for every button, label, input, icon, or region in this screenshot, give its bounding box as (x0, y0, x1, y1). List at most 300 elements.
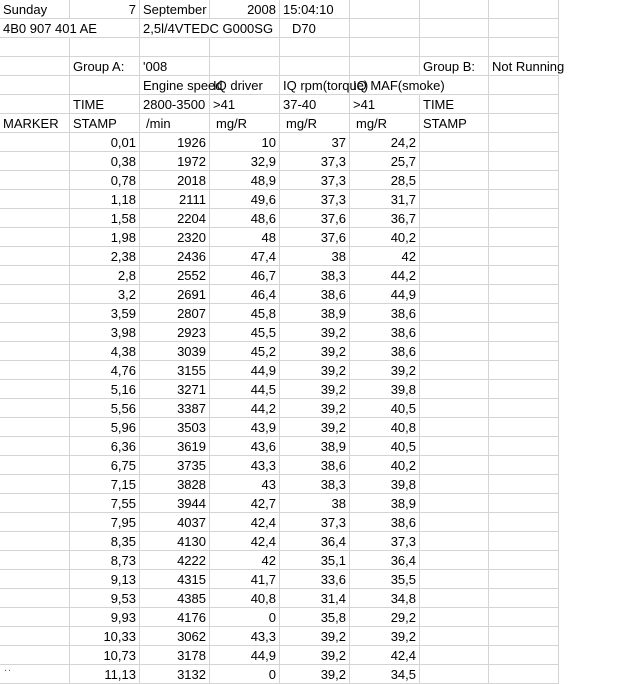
cell-timestamp[interactable]: 0,01 (70, 133, 140, 152)
cell-marker[interactable] (0, 551, 70, 570)
cell-iq-driver[interactable]: 42,7 (210, 494, 280, 513)
cell-empty[interactable] (420, 133, 489, 152)
cell-empty[interactable] (489, 570, 559, 589)
cell-empty[interactable] (70, 38, 140, 57)
cell-iq-rpm[interactable]: 37,3 (280, 513, 350, 532)
cell-engine-speed[interactable]: 2111 (140, 190, 210, 209)
cell-marker[interactable] (0, 418, 70, 437)
table-row (0, 304, 559, 323)
cell-iq-driver[interactable]: 43,9 (210, 418, 280, 437)
cell-marker[interactable] (0, 627, 70, 646)
cell-empty[interactable] (420, 646, 489, 665)
cell-iq-driver[interactable]: 43 (210, 475, 280, 494)
cell-iq-maf[interactable]: 34,5 (350, 665, 420, 684)
cell-empty[interactable] (489, 361, 559, 380)
cell-group-b-value[interactable]: Not Running (489, 57, 559, 76)
cell-empty[interactable] (489, 228, 559, 247)
cell-timestamp[interactable]: 10,33 (70, 627, 140, 646)
cell-iq-driver[interactable]: 10 (210, 133, 280, 152)
table-row (0, 380, 559, 399)
cell-empty[interactable] (350, 57, 420, 76)
cell-timestamp[interactable]: 9,93 (70, 608, 140, 627)
cell-iq-driver[interactable]: 44,9 (210, 646, 280, 665)
cell-empty[interactable] (0, 57, 70, 76)
cell-marker[interactable] (0, 152, 70, 171)
cell-empty[interactable] (489, 190, 559, 209)
cell-empty[interactable] (489, 114, 559, 133)
cell-iq-rpm[interactable]: 39,2 (280, 665, 350, 684)
cell-iq-driver[interactable]: 44,9 (210, 361, 280, 380)
cell-timestamp[interactable]: 5,56 (70, 399, 140, 418)
cell-empty[interactable] (420, 456, 489, 475)
cell-iq-driver[interactable]: 0 (210, 608, 280, 627)
cell-timestamp[interactable]: 9,13 (70, 570, 140, 589)
cell-iq-rpm[interactable]: 38,3 (280, 475, 350, 494)
cell-engine-speed[interactable]: 3039 (140, 342, 210, 361)
cell-iq-rpm[interactable]: 38,3 (280, 266, 350, 285)
cell-iq-maf[interactable]: 40,8 (350, 418, 420, 437)
cell-iq-driver[interactable]: 48,9 (210, 171, 280, 190)
cell-iq-maf[interactable]: 42,4 (350, 646, 420, 665)
cell-marker[interactable] (0, 228, 70, 247)
cell-marker[interactable] (0, 285, 70, 304)
cell-marker[interactable] (0, 247, 70, 266)
cell-marker[interactable] (0, 399, 70, 418)
cell-marker[interactable] (0, 456, 70, 475)
cell-iq-maf[interactable]: 44,9 (350, 285, 420, 304)
cell-iq-maf[interactable]: 40,2 (350, 228, 420, 247)
cell-empty[interactable] (420, 323, 489, 342)
cell-timestamp[interactable]: 1,58 (70, 209, 140, 228)
cell-iq-driver[interactable]: 43,3 (210, 456, 280, 475)
spec-row (0, 95, 559, 114)
table-row (0, 513, 559, 532)
cell-year[interactable]: 2008 (210, 0, 280, 19)
cell-empty[interactable] (489, 133, 559, 152)
cell-iq-maf[interactable]: 34,8 (350, 589, 420, 608)
cell-iq-rpm[interactable]: 38,9 (280, 304, 350, 323)
cell-marker[interactable] (0, 323, 70, 342)
cell-iq-maf[interactable]: 29,2 (350, 608, 420, 627)
cell-marker[interactable] (0, 304, 70, 323)
cell-empty[interactable] (420, 475, 489, 494)
cell-marker-label[interactable]: MARKER (0, 114, 70, 133)
cell-timestamp[interactable]: 11,13 (70, 665, 140, 684)
cell-iq-driver[interactable]: 44,2 (210, 399, 280, 418)
cell-engine-speed-spec[interactable]: 2800-3500 (140, 95, 210, 114)
cell-empty[interactable] (420, 0, 489, 19)
cell-iq-rpm-name[interactable]: IQ rpm(torque) (280, 76, 350, 95)
cell-empty[interactable] (489, 152, 559, 171)
cell-empty[interactable] (420, 627, 489, 646)
cell-marker[interactable] (0, 342, 70, 361)
cell-time[interactable]: 15:04:10 (280, 0, 350, 19)
cell-iq-maf[interactable]: 28,5 (350, 171, 420, 190)
cell-timestamp[interactable]: 7,55 (70, 494, 140, 513)
cell-iq-maf[interactable]: 39,8 (350, 475, 420, 494)
cell-iq-driver[interactable]: 45,8 (210, 304, 280, 323)
cell-empty[interactable] (420, 342, 489, 361)
cell-iq-rpm[interactable]: 38,6 (280, 456, 350, 475)
cell-marker[interactable] (0, 608, 70, 627)
cell-empty[interactable] (489, 456, 559, 475)
cell-empty[interactable] (0, 76, 70, 95)
cell-empty[interactable] (489, 589, 559, 608)
cell-engine-speed[interactable]: 3178 (140, 646, 210, 665)
cell-empty[interactable] (420, 152, 489, 171)
cell-stamp-b-label[interactable]: STAMP (420, 114, 489, 133)
cell-iq-rpm[interactable]: 38 (280, 247, 350, 266)
cell-timestamp[interactable]: 2,8 (70, 266, 140, 285)
cell-iq-maf[interactable]: 25,7 (350, 152, 420, 171)
cell-empty[interactable] (420, 570, 489, 589)
cell-empty[interactable] (489, 171, 559, 190)
cell-empty[interactable] (489, 76, 559, 95)
cell-iq-maf[interactable]: 31,7 (350, 190, 420, 209)
cell-empty[interactable] (420, 171, 489, 190)
cell-empty[interactable] (489, 532, 559, 551)
cell-empty[interactable] (489, 247, 559, 266)
table-row (0, 589, 559, 608)
cell-empty[interactable] (420, 513, 489, 532)
cell-engine-speed[interactable]: 3155 (140, 361, 210, 380)
cell-iq-rpm[interactable]: 39,2 (280, 380, 350, 399)
cell-date-day[interactable]: 7 (70, 0, 140, 19)
cell-iq-driver-spec[interactable]: >41 (210, 95, 280, 114)
cell-iq-maf[interactable]: 36,7 (350, 209, 420, 228)
cell-timestamp[interactable]: 3,2 (70, 285, 140, 304)
cell-empty[interactable] (489, 323, 559, 342)
cell-timestamp[interactable]: 6,36 (70, 437, 140, 456)
cell-engine-speed[interactable]: 3387 (140, 399, 210, 418)
cell-empty[interactable] (489, 551, 559, 570)
cell-marker[interactable] (0, 133, 70, 152)
cell-timestamp[interactable]: 8,73 (70, 551, 140, 570)
cell-empty[interactable] (350, 38, 420, 57)
table-row (0, 228, 559, 247)
cell-engine-speed[interactable]: 3132 (140, 665, 210, 684)
cell-iq-driver-name[interactable]: IQ driver (210, 76, 280, 95)
table-row (0, 646, 559, 665)
cell-empty[interactable] (210, 38, 280, 57)
cell-marker[interactable] (0, 171, 70, 190)
cell-engine-speed[interactable]: 1926 (140, 133, 210, 152)
cell-iq-maf[interactable]: 40,5 (350, 399, 420, 418)
cell-iq-rpm[interactable]: 36,4 (280, 532, 350, 551)
cell-iq-rpm[interactable]: 39,2 (280, 342, 350, 361)
cell-iq-maf[interactable]: 40,2 (350, 456, 420, 475)
cell-timestamp[interactable]: 3,59 (70, 304, 140, 323)
cell-iq-driver-unit[interactable]: mg/R (210, 114, 280, 133)
cell-engine-speed[interactable]: 3735 (140, 456, 210, 475)
cell-iq-rpm[interactable]: 37,3 (280, 171, 350, 190)
cell-empty[interactable] (420, 247, 489, 266)
cell-iq-driver[interactable]: 41,7 (210, 570, 280, 589)
cell-empty[interactable] (420, 285, 489, 304)
cell-engine-speed[interactable]: 2691 (140, 285, 210, 304)
cell-engine-speed-unit[interactable]: /min (140, 114, 210, 133)
cell-timestamp[interactable]: 9,53 (70, 589, 140, 608)
cell-time-b-label[interactable]: TIME (420, 95, 489, 114)
group-row (0, 57, 565, 76)
cell-iq-maf[interactable]: 38,6 (350, 513, 420, 532)
cell-empty[interactable] (489, 342, 559, 361)
cell-empty[interactable] (420, 38, 489, 57)
cell-timestamp[interactable]: 10,73 (70, 646, 140, 665)
cell-empty[interactable] (420, 532, 489, 551)
cell-empty[interactable] (420, 380, 489, 399)
cell-marker[interactable] (0, 380, 70, 399)
cell-marker[interactable] (0, 209, 70, 228)
cell-empty[interactable] (420, 190, 489, 209)
cell-empty[interactable] (420, 418, 489, 437)
cell-iq-driver[interactable]: 43,6 (210, 437, 280, 456)
table-row (0, 665, 559, 684)
cell-empty[interactable] (70, 76, 140, 95)
cell-timestamp[interactable]: 4,38 (70, 342, 140, 361)
cell-empty[interactable] (280, 38, 350, 57)
cell-empty[interactable] (489, 38, 559, 57)
cell-timestamp[interactable]: 6,75 (70, 456, 140, 475)
cell-empty[interactable] (489, 513, 559, 532)
cell-iq-rpm[interactable]: 39,2 (280, 418, 350, 437)
cell-iq-driver[interactable]: 44,5 (210, 380, 280, 399)
cell-iq-maf[interactable]: 24,2 (350, 133, 420, 152)
cell-marker[interactable] (0, 532, 70, 551)
cell-engine[interactable]: 2,5l/4VTEDC G000SG (140, 19, 210, 38)
cell-time-label[interactable]: TIME (70, 95, 140, 114)
cell-part-number[interactable]: 4B0 907 401 AE (0, 19, 70, 38)
cell-iq-rpm[interactable]: 37,6 (280, 228, 350, 247)
cell-iq-rpm[interactable]: 38,9 (280, 437, 350, 456)
cell-engine-speed[interactable]: 4037 (140, 513, 210, 532)
cell-iq-rpm-spec[interactable]: 37-40 (280, 95, 350, 114)
cell-empty[interactable] (420, 266, 489, 285)
cell-iq-maf[interactable]: 39,8 (350, 380, 420, 399)
cell-engine-speed[interactable]: 1972 (140, 152, 210, 171)
cell-iq-rpm-unit[interactable]: mg/R (280, 114, 350, 133)
cell-iq-driver[interactable]: 40,8 (210, 589, 280, 608)
cell-iq-maf[interactable]: 40,5 (350, 437, 420, 456)
cell-empty[interactable] (489, 608, 559, 627)
table-row (0, 551, 559, 570)
cell-empty[interactable] (489, 475, 559, 494)
cell-marker[interactable] (0, 266, 70, 285)
sheet-end-mark: .. (4, 662, 13, 674)
cell-engine-speed[interactable]: 4176 (140, 608, 210, 627)
channel-name-row (0, 76, 559, 95)
cell-iq-maf[interactable]: 36,4 (350, 551, 420, 570)
table-row (0, 532, 559, 551)
cell-iq-maf[interactable]: 38,6 (350, 323, 420, 342)
cell-empty[interactable] (489, 209, 559, 228)
cell-iq-maf-name[interactable]: IQ MAF(smoke) (350, 76, 420, 95)
cell-iq-rpm[interactable]: 39,2 (280, 627, 350, 646)
cell-engine-speed[interactable]: 2204 (140, 209, 210, 228)
cell-iq-maf[interactable]: 38,6 (350, 342, 420, 361)
cell-iq-maf-unit[interactable]: mg/R (350, 114, 420, 133)
cell-empty[interactable] (0, 95, 70, 114)
cell-timestamp[interactable]: 7,15 (70, 475, 140, 494)
cell-group-b-label[interactable]: Group B: (420, 57, 489, 76)
cell-timestamp[interactable]: 5,96 (70, 418, 140, 437)
cell-iq-maf[interactable]: 35,5 (350, 570, 420, 589)
cell-iq-driver[interactable]: 32,9 (210, 152, 280, 171)
cell-empty[interactable] (350, 19, 420, 38)
cell-empty[interactable] (489, 399, 559, 418)
cell-timestamp[interactable]: 4,76 (70, 361, 140, 380)
cell-iq-rpm[interactable]: 39,2 (280, 646, 350, 665)
cell-empty[interactable] (210, 57, 280, 76)
cell-engine-speed[interactable]: 2552 (140, 266, 210, 285)
cell-iq-driver[interactable]: 48,6 (210, 209, 280, 228)
cell-empty[interactable] (420, 399, 489, 418)
cell-marker[interactable] (0, 437, 70, 456)
cell-iq-driver[interactable]: 45,2 (210, 342, 280, 361)
table-row (0, 418, 559, 437)
cell-empty[interactable] (489, 646, 559, 665)
cell-empty[interactable] (420, 361, 489, 380)
cell-stamp-label[interactable]: STAMP (70, 114, 140, 133)
cell-iq-rpm[interactable]: 31,4 (280, 589, 350, 608)
cell-engine-speed[interactable]: 4385 (140, 589, 210, 608)
cell-engine-speed[interactable]: 3944 (140, 494, 210, 513)
cell-engine-speed[interactable]: 2018 (140, 171, 210, 190)
cell-empty[interactable] (420, 437, 489, 456)
cell-empty[interactable] (489, 19, 559, 38)
cell-iq-driver[interactable]: 0 (210, 665, 280, 684)
cell-timestamp[interactable]: 3,98 (70, 323, 140, 342)
cell-marker[interactable] (0, 475, 70, 494)
cell-timestamp[interactable]: 1,18 (70, 190, 140, 209)
cell-empty[interactable] (140, 38, 210, 57)
cell-iq-maf[interactable]: 38,6 (350, 304, 420, 323)
cell-timestamp[interactable]: 5,16 (70, 380, 140, 399)
cell-engine-speed[interactable]: 2923 (140, 323, 210, 342)
cell-empty[interactable] (489, 380, 559, 399)
cell-empty[interactable] (420, 228, 489, 247)
cell-engine-speed[interactable]: 4315 (140, 570, 210, 589)
cell-engine-speed[interactable]: 3828 (140, 475, 210, 494)
cell-group-a-value[interactable]: '008 (140, 57, 210, 76)
header-row-date (0, 0, 559, 19)
cell-timestamp[interactable]: 7,95 (70, 513, 140, 532)
cell-iq-maf[interactable]: 42 (350, 247, 420, 266)
cell-marker[interactable] (0, 589, 70, 608)
cell-iq-driver[interactable]: 43,3 (210, 627, 280, 646)
cell-iq-maf-spec[interactable]: >41 (350, 95, 420, 114)
cell-empty[interactable] (489, 95, 559, 114)
cell-empty[interactable] (489, 418, 559, 437)
cell-marker[interactable] (0, 570, 70, 589)
cell-iq-driver[interactable]: 45,5 (210, 323, 280, 342)
cell-engine-speed[interactable]: 4222 (140, 551, 210, 570)
cell-iq-rpm[interactable]: 38 (280, 494, 350, 513)
cell-empty[interactable] (489, 285, 559, 304)
cell-marker[interactable] (0, 494, 70, 513)
cell-empty[interactable] (420, 665, 489, 684)
cell-iq-maf[interactable]: 38,9 (350, 494, 420, 513)
cell-empty[interactable] (350, 0, 420, 19)
cell-iq-driver[interactable]: 46,7 (210, 266, 280, 285)
cell-iq-rpm[interactable]: 38,6 (280, 285, 350, 304)
cell-iq-driver[interactable]: 42,4 (210, 513, 280, 532)
cell-iq-rpm[interactable]: 37 (280, 133, 350, 152)
cell-day[interactable]: Sunday (0, 0, 70, 19)
table-row (0, 608, 559, 627)
cell-timestamp[interactable]: 0,78 (70, 171, 140, 190)
cell-timestamp[interactable]: 1,98 (70, 228, 140, 247)
cell-iq-maf[interactable]: 39,2 (350, 627, 420, 646)
cell-empty[interactable] (489, 494, 559, 513)
cell-empty[interactable] (420, 209, 489, 228)
cell-empty[interactable] (489, 0, 559, 19)
cell-empty[interactable] (420, 608, 489, 627)
cell-group-a-label[interactable]: Group A: (70, 57, 140, 76)
cell-empty[interactable] (489, 665, 559, 684)
cell-iq-rpm[interactable]: 39,2 (280, 323, 350, 342)
cell-iq-rpm[interactable]: 35,8 (280, 608, 350, 627)
cell-engine-speed[interactable]: 3062 (140, 627, 210, 646)
cell-iq-rpm[interactable]: 33,6 (280, 570, 350, 589)
cell-engine-speed[interactable]: 2436 (140, 247, 210, 266)
cell-iq-rpm[interactable]: 37,3 (280, 152, 350, 171)
cell-timestamp[interactable]: 8,35 (70, 532, 140, 551)
cell-timestamp[interactable]: 2,38 (70, 247, 140, 266)
cell-empty[interactable] (489, 304, 559, 323)
cell-month[interactable]: September (140, 0, 210, 19)
cell-iq-driver[interactable]: 48 (210, 228, 280, 247)
cell-iq-driver[interactable]: 46,4 (210, 285, 280, 304)
cell-iq-rpm[interactable]: 39,2 (280, 361, 350, 380)
cell-engine-speed[interactable]: 2320 (140, 228, 210, 247)
cell-iq-rpm[interactable]: 37,6 (280, 209, 350, 228)
cell-marker[interactable] (0, 361, 70, 380)
cell-engine-speed[interactable]: 3619 (140, 437, 210, 456)
cell-iq-maf[interactable]: 39,2 (350, 361, 420, 380)
cell-code[interactable]: D70 (280, 19, 350, 38)
cell-iq-rpm[interactable]: 37,3 (280, 190, 350, 209)
cell-empty[interactable] (489, 437, 559, 456)
table-row (0, 627, 559, 646)
cell-marker[interactable] (0, 190, 70, 209)
cell-iq-driver[interactable]: 42,4 (210, 532, 280, 551)
cell-iq-driver[interactable]: 49,6 (210, 190, 280, 209)
cell-marker[interactable] (0, 513, 70, 532)
cell-engine-speed[interactable]: 2807 (140, 304, 210, 323)
cell-iq-rpm[interactable]: 35,1 (280, 551, 350, 570)
cell-iq-rpm[interactable]: 39,2 (280, 399, 350, 418)
cell-empty[interactable] (489, 627, 559, 646)
cell-empty[interactable] (420, 551, 489, 570)
cell-iq-driver[interactable]: 42 (210, 551, 280, 570)
cell-empty[interactable] (420, 304, 489, 323)
cell-empty[interactable] (0, 38, 70, 57)
cell-engine-speed[interactable]: 3503 (140, 418, 210, 437)
cell-engine-speed-name[interactable]: Engine speed (140, 76, 210, 95)
cell-empty[interactable] (420, 494, 489, 513)
cell-iq-driver[interactable]: 47,4 (210, 247, 280, 266)
cell-empty[interactable] (420, 19, 489, 38)
cell-empty[interactable] (280, 57, 350, 76)
cell-engine-speed[interactable]: 4130 (140, 532, 210, 551)
cell-iq-maf[interactable]: 44,2 (350, 266, 420, 285)
cell-empty[interactable] (420, 589, 489, 608)
cell-engine-speed[interactable]: 3271 (140, 380, 210, 399)
cell-empty[interactable] (489, 266, 559, 285)
cell-timestamp[interactable]: 0,38 (70, 152, 140, 171)
cell-iq-maf[interactable]: 37,3 (350, 532, 420, 551)
